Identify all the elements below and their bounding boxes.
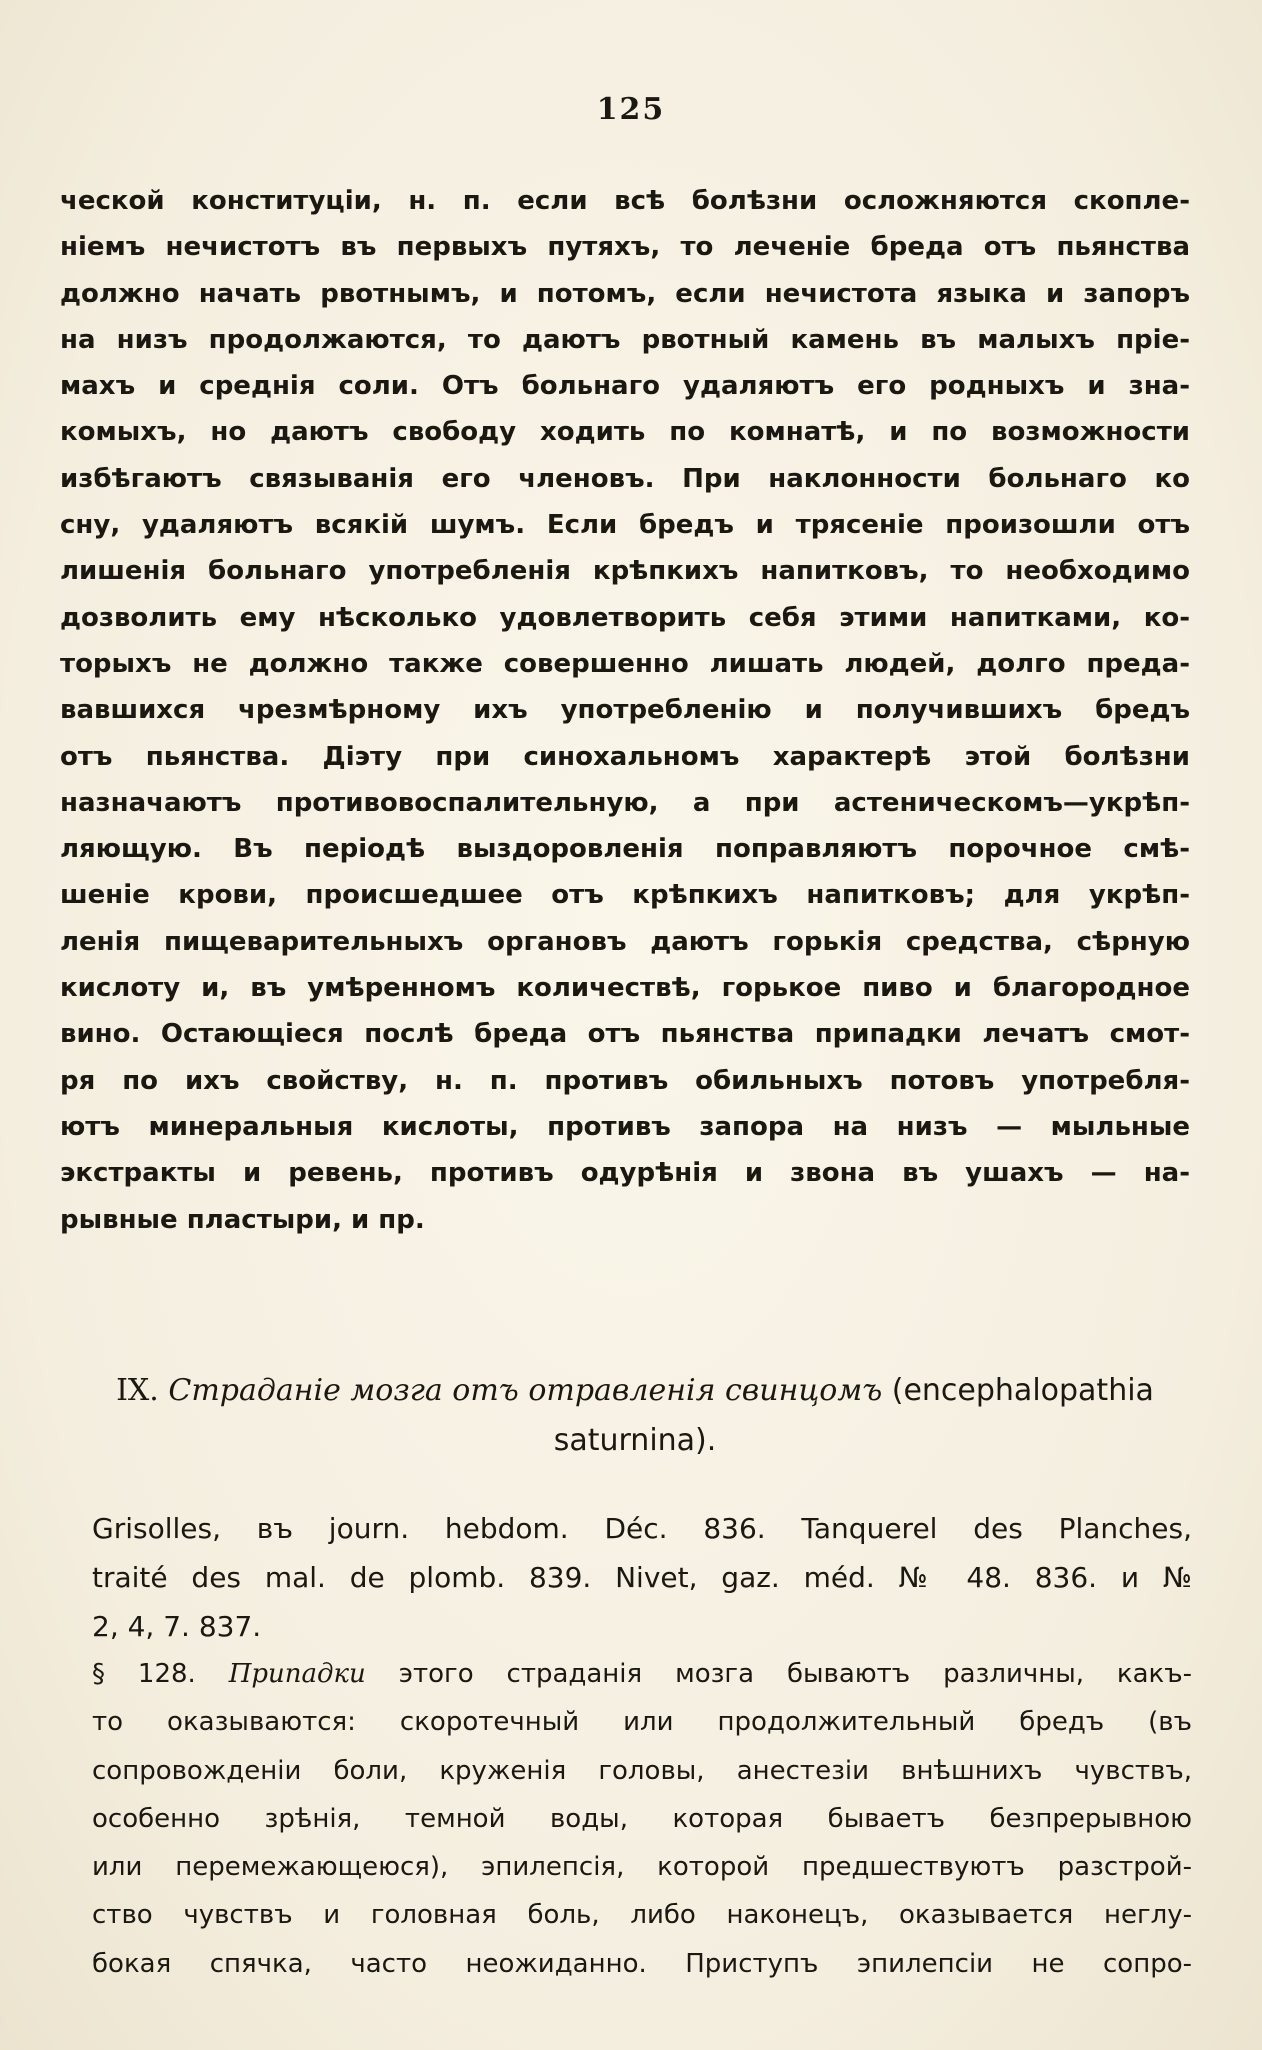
section-first-line-rest: этого страданія мозга бываютъ различны, какъ- xyxy=(398,1659,1193,1689)
text-line: ніемъ нечистотъ въ первыхъ путяхъ, то леченіе бреда отъ пьянства xyxy=(60,232,1190,263)
text-line: торыхъ не должно также совершенно лишать людей, долго преда- xyxy=(60,648,1190,679)
text-line: кислоту и, въ умѣренномъ количествѣ, горькое пиво и благородное xyxy=(60,973,1190,1004)
page-number: 125 xyxy=(596,92,666,127)
text-line: ческой конституціи, н. п. если всѣ болѣзни осложняются скопле- xyxy=(60,186,1190,216)
text-line: вавшихся чрезмѣрному ихъ употребленію и получившихъ бредъ xyxy=(60,695,1190,726)
text-line: вино. Остающіеся послѣ бреда отъ пьянства припадки лечатъ смот- xyxy=(60,1019,1190,1050)
heading-line-1 xyxy=(100,1366,1170,1416)
section-marker: § 128. xyxy=(92,1659,196,1689)
reference-line: 2, 4, 7. 837. xyxy=(92,1610,262,1643)
text-line: ря по ихъ свойству, н. п. противъ обильныхъ потовъ употребля- xyxy=(60,1065,1190,1096)
text-line: сну, удаляютъ всякій шумъ. Если бредъ и трясеніе произошли отъ xyxy=(60,510,1190,541)
references-block xyxy=(92,1504,1192,1651)
reference-line: traité des mal. de plomb. 839. Nivet, gaz. méd. № 48. 836. и № xyxy=(92,1561,1192,1594)
text-line: махъ и среднія соли. Отъ больнаго удаляютъ его родныхъ и зна- xyxy=(60,371,1190,402)
text-line: должно начать рвотнымъ, и потомъ, если нечистота языка и запоръ xyxy=(60,278,1190,309)
text-line: на низъ продолжаются, то даютъ рвотный камень въ малыхъ пріе- xyxy=(60,324,1190,355)
heading-title-latin: (encephalopathia xyxy=(891,1373,1154,1408)
text-line: назначаютъ противовоспалительную, а при астеническомъ—укрѣп- xyxy=(60,787,1190,818)
text-line: бокая спячка, часто неожиданно. Приступъ эпилепсіи не сопро- xyxy=(92,1948,1192,1979)
text-line: то оказываются: скоротечный или продолжительный бредъ (въ xyxy=(92,1707,1192,1738)
text-line: особенно зрѣнія, темной воды, которая бываетъ безпрерывною xyxy=(92,1803,1192,1834)
text-line: сопровожденіи боли, круженія головы, анестезіи внѣшнихъ чувствъ, xyxy=(92,1755,1192,1786)
text-line: ленія пищеварительныхъ органовъ даютъ горькія средства, сѣрную xyxy=(60,926,1190,957)
heading-title-ru: Страданіе мозга отъ отравленія свинцомъ xyxy=(168,1373,883,1408)
body-paragraph xyxy=(60,178,1190,1243)
text-line: рывные пластыри, и пр. xyxy=(60,1204,425,1235)
text-line: дозволить ему нѣсколько удовлетворить себя этими напитками, ко- xyxy=(60,602,1190,633)
text-line: лишенія больнаго употребленія крѣпкихъ напитковъ, то необходимо xyxy=(60,556,1190,587)
section-first-line xyxy=(92,1650,1192,1698)
text-line: ляющую. Въ періодѣ выздоровленія поправляютъ порочное смѣ- xyxy=(60,834,1190,865)
heading-line-2 xyxy=(100,1416,1170,1466)
text-line: ство чувствъ и головная боль, либо наконецъ, оказывается неглу- xyxy=(92,1900,1192,1931)
text-line: шеніе крови, происшедшее отъ крѣпкихъ напитковъ; для укрѣп- xyxy=(60,880,1190,911)
text-line: или перемежающеюся), эпилепсія, которой предшествуютъ разстрой- xyxy=(92,1852,1192,1883)
heading-title-latin-cont: saturnina). xyxy=(553,1423,717,1458)
text-line: отъ пьянства. Діэту при синохальномъ характерѣ этой болѣзни xyxy=(60,741,1190,772)
text-line: ютъ минеральныя кислоты, противъ запора на низъ — мыльные xyxy=(60,1111,1190,1142)
section-italic-word: Припадки xyxy=(228,1659,366,1689)
text-line: экстракты и ревень, противъ одурѣнія и звона въ ушахъ — на- xyxy=(60,1158,1190,1189)
reference-line: Grisolles, въ journ. hebdom. Déc. 836. Tanquerel des Planches, xyxy=(92,1512,1192,1545)
section-128 xyxy=(92,1650,1192,1988)
text-line: избѣгаютъ связыванія его членовъ. При наклонности больнаго ко xyxy=(60,463,1190,494)
heading-number: IX. xyxy=(116,1373,159,1408)
section-heading xyxy=(100,1366,1170,1466)
text-line: комыхъ, но даютъ свободу ходить по комнатѣ, и по возможности xyxy=(60,417,1190,448)
